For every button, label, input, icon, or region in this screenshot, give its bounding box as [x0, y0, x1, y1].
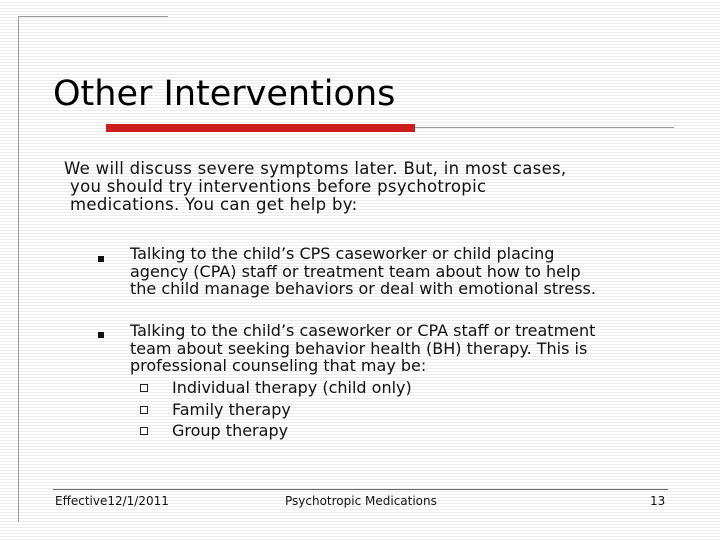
sub-item: Family therapy [172, 400, 291, 419]
intro-line: medications. You can get help by: [70, 195, 358, 214]
intro-paragraph [64, 160, 704, 214]
bullet-item [130, 322, 690, 375]
footer-title: Psychotropic Medications [285, 494, 437, 508]
bullet-line: Talking to the child’s CPS caseworker or child placing [130, 244, 555, 263]
slide-frame-left [18, 16, 19, 522]
intro-line: you should try interventions before psychotropic [70, 177, 487, 196]
sub-bullet-box-icon [140, 427, 148, 435]
title-rule [415, 127, 674, 128]
bullet-line: team about seeking behavior health (BH) therapy. This is [130, 338, 588, 358]
slide-frame-top [18, 16, 168, 17]
bullet-line: agency (CPA) staff or treatment team about how to help [130, 261, 581, 281]
footer-effective-date: Effective12/1/2011 [55, 494, 169, 508]
bullet-item [130, 245, 690, 298]
sub-item: Group therapy [172, 421, 289, 440]
bullet-line: Talking to the child’s caseworker or CPA staff or treatment [130, 321, 596, 340]
sub-bullet-box-icon [140, 406, 148, 414]
intro-line: We will discuss severe symptoms later. But, in most cases, [64, 159, 567, 178]
page-number: 13 [650, 494, 666, 508]
bullet-square-icon [98, 256, 104, 262]
bullet-line: the child manage behaviors or deal with emotional stress. [130, 279, 596, 299]
title-accent-bar [106, 124, 415, 132]
bullet-square-icon [98, 332, 104, 338]
slide-title: Other Interventions [53, 74, 396, 114]
sub-bullet-box-icon [140, 384, 148, 392]
bullet-line: professional counseling that may be: [130, 356, 427, 376]
sub-item: Individual therapy (child only) [172, 378, 412, 397]
footer-rule [53, 489, 668, 490]
